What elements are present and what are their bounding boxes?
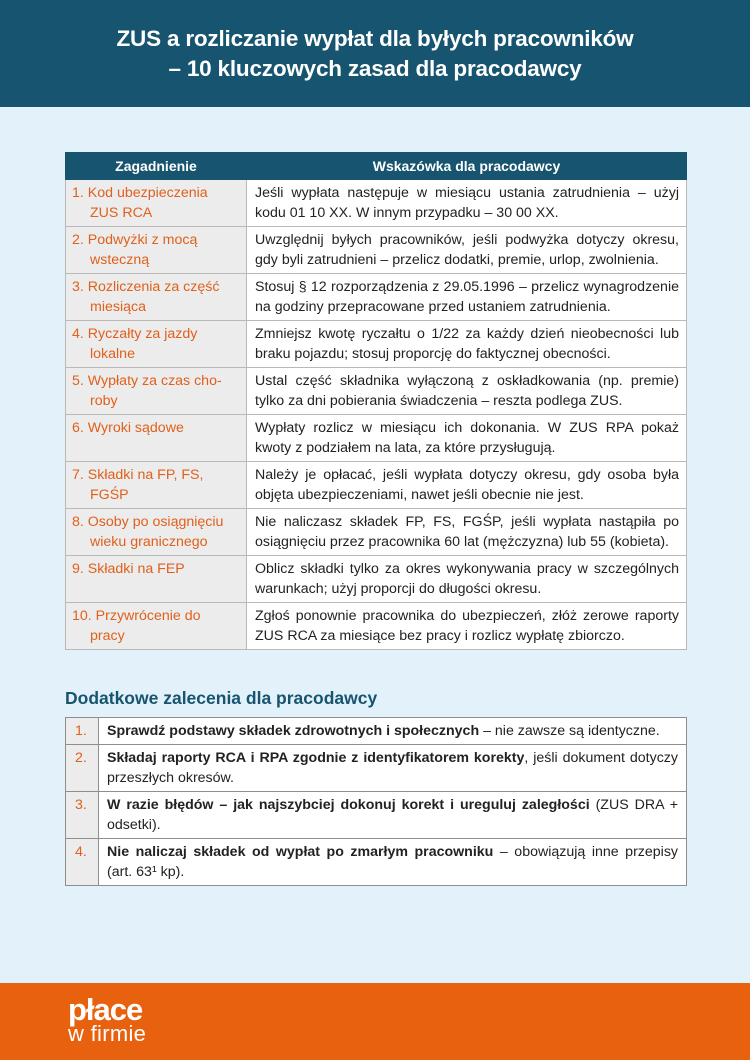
rules-table — [65, 152, 687, 650]
rule-topic-line1: 2. Podwyżki z mocą — [72, 232, 198, 248]
rule-topic-line2: FGŚP — [90, 487, 129, 503]
recommendation-bold: Nie naliczaj składek od wypłat po zmarłym pracowniku — [107, 844, 494, 860]
list-item — [66, 792, 687, 839]
rule-topic-line2: ZUS RCA — [90, 205, 153, 221]
recommendation-number: 1. — [66, 718, 99, 745]
table-row — [66, 415, 687, 462]
table-row — [66, 509, 687, 556]
rule-topic-line2: lokalne — [90, 346, 135, 362]
rule-topic-line1: 7. Składki na FP, FS, — [72, 467, 204, 483]
recommendation-rest: – nie zawsze są identyczne. — [479, 723, 660, 739]
rule-topic-line2: wsteczną — [90, 252, 150, 268]
rule-topic-line1: 9. Składki na FEP — [72, 561, 185, 577]
logo-text-sub: w firmie — [68, 1021, 147, 1046]
rule-topic-line2: pracy — [90, 628, 125, 644]
rule-tip: Zgłoś ponownie pracownika do ubezpieczeń, złóż zerowe raporty ZUS RCA za miesiące bez pracy i rozlicz wypłatę zbiorczo. — [247, 603, 687, 650]
page-title-line2: – 10 kluczowych zasad dla pracodawcy — [168, 55, 582, 81]
rule-topic-line1: 8. Osoby po osiągnięciu — [72, 514, 224, 530]
rules-table-header — [66, 153, 687, 180]
recommendation-text — [99, 792, 687, 839]
rule-topic — [66, 321, 247, 368]
rule-tip: Należy je opłacać, jeśli wypłata dotyczy okresu, gdy osoba była objęta ubezpieczeniami, nawet jeśli obecnie nie jest. — [247, 462, 687, 509]
rule-tip: Zmniejsz kwotę ryczałtu o 1/22 za każdy dzień nieobecności lub braku pojazdu; stosuj proporcję do faktycznej obecności. — [247, 321, 687, 368]
rule-topic-line1: 10. Przywrócenie do — [72, 608, 201, 624]
page-title-line1: ZUS a rozliczanie wypłat dla byłych pracowników — [116, 25, 634, 51]
table-row — [66, 556, 687, 603]
recommendation-number: 2. — [66, 745, 99, 792]
rule-topic-line1: 3. Rozliczenia za część — [72, 279, 220, 295]
rule-topic-line1: 5. Wypłaty za czas cho- — [72, 373, 222, 389]
recommendations-table — [65, 717, 687, 886]
rule-topic — [66, 556, 247, 603]
rule-tip: Wypłaty rozlicz w miesiącu ich dokonania. W ZUS RPA pokaż kwoty z podziałem na lata, za które przysługują. — [247, 415, 687, 462]
rule-tip: Stosuj § 12 rozporządzenia z 29.05.1996 – przelicz wynagrodzenie na godziny przepracowane przed ustaniem zatrudnienia. — [247, 274, 687, 321]
rule-topic-line2: miesiąca — [90, 299, 146, 315]
rule-topic — [66, 509, 247, 556]
list-item — [66, 839, 687, 886]
table-row — [66, 180, 687, 227]
recommendation-bold: Sprawdź podstawy składek zdrowotnych i społecznych — [107, 723, 480, 739]
rule-topic — [66, 462, 247, 509]
list-item — [66, 718, 687, 745]
table-row — [66, 321, 687, 368]
recommendation-text — [99, 839, 687, 886]
rule-topic — [66, 227, 247, 274]
recommendation-rest: – obowiązują inne przepisy (art. 63¹ kp). — [107, 844, 679, 880]
rule-tip: Uwzględnij byłych pracowników, jeśli podwyżka dotyczy okresu, gdy byli zatrudnieni – przelicz dodatki, premie, urlop, zwolnienia. — [247, 227, 687, 274]
recommendation-text — [99, 718, 687, 745]
rule-topic — [66, 180, 247, 227]
recommendation-number: 3. — [66, 792, 99, 839]
rule-topic — [66, 415, 247, 462]
recommendation-rest: (ZUS DRA + odsetki). — [107, 797, 678, 833]
recommendations-title: Dodatkowe zalecenia dla pracodawcy — [65, 688, 378, 708]
table-row — [66, 462, 687, 509]
table-row — [66, 603, 687, 650]
rule-topic-line2: wieku granicznego — [90, 534, 208, 550]
rule-topic — [66, 368, 247, 415]
table-row — [66, 368, 687, 415]
rule-tip: Ustal część składnika wyłączoną z oskładkowania (np. premie) tylko za dni pobierania świadczenia – reszta podlega ZUS. — [247, 368, 687, 415]
rule-tip: Jeśli wypłata następuje w miesiącu ustania zatrudnienia – użyj kodu 01 10 XX. W innym przypadku – 30 00 XX. — [247, 180, 687, 227]
recommendation-bold: W razie błędów – jak najszybciej dokonuj korekt i ureguluj zaległości — [107, 797, 590, 813]
col-tip-header: Wskazówka dla pracodawcy — [247, 153, 687, 180]
recommendation-text — [99, 745, 687, 792]
rule-topic — [66, 274, 247, 321]
table-row — [66, 274, 687, 321]
col-topic-header: Zagadnienie — [66, 153, 247, 180]
list-item — [66, 745, 687, 792]
table-row — [66, 227, 687, 274]
rule-topic-line1: 6. Wyroki sądowe — [72, 420, 184, 436]
rule-topic-line1: 4. Ryczałty za jazdy — [72, 326, 198, 342]
rule-topic-line1: 1. Kod ubezpieczenia — [72, 185, 208, 201]
rule-tip: Oblicz składki tylko za okres wykonywania pracy w szczególnych warunkach; użyj proporcji do długości okresu. — [247, 556, 687, 603]
logo-text-main: płace — [68, 992, 143, 1027]
brand-logo — [68, 994, 146, 1045]
rule-topic — [66, 603, 247, 650]
recommendation-rest: , jeśli dokument dotyczy przeszłych okresów. — [107, 750, 678, 786]
rule-topic-line2: roby — [90, 393, 118, 409]
recommendation-bold: Składaj raporty RCA i RPA zgodnie z identyfikatorem korekty — [107, 750, 525, 766]
recommendation-number: 4. — [66, 839, 99, 886]
page-header — [0, 0, 750, 107]
rule-tip: Nie naliczasz składek FP, FS, FGŚP, jeśli wypłata nastąpiła po osiągnięciu przez pracownika 60 lat (mężczyzna) lub 55 (kobieta). — [247, 509, 687, 556]
